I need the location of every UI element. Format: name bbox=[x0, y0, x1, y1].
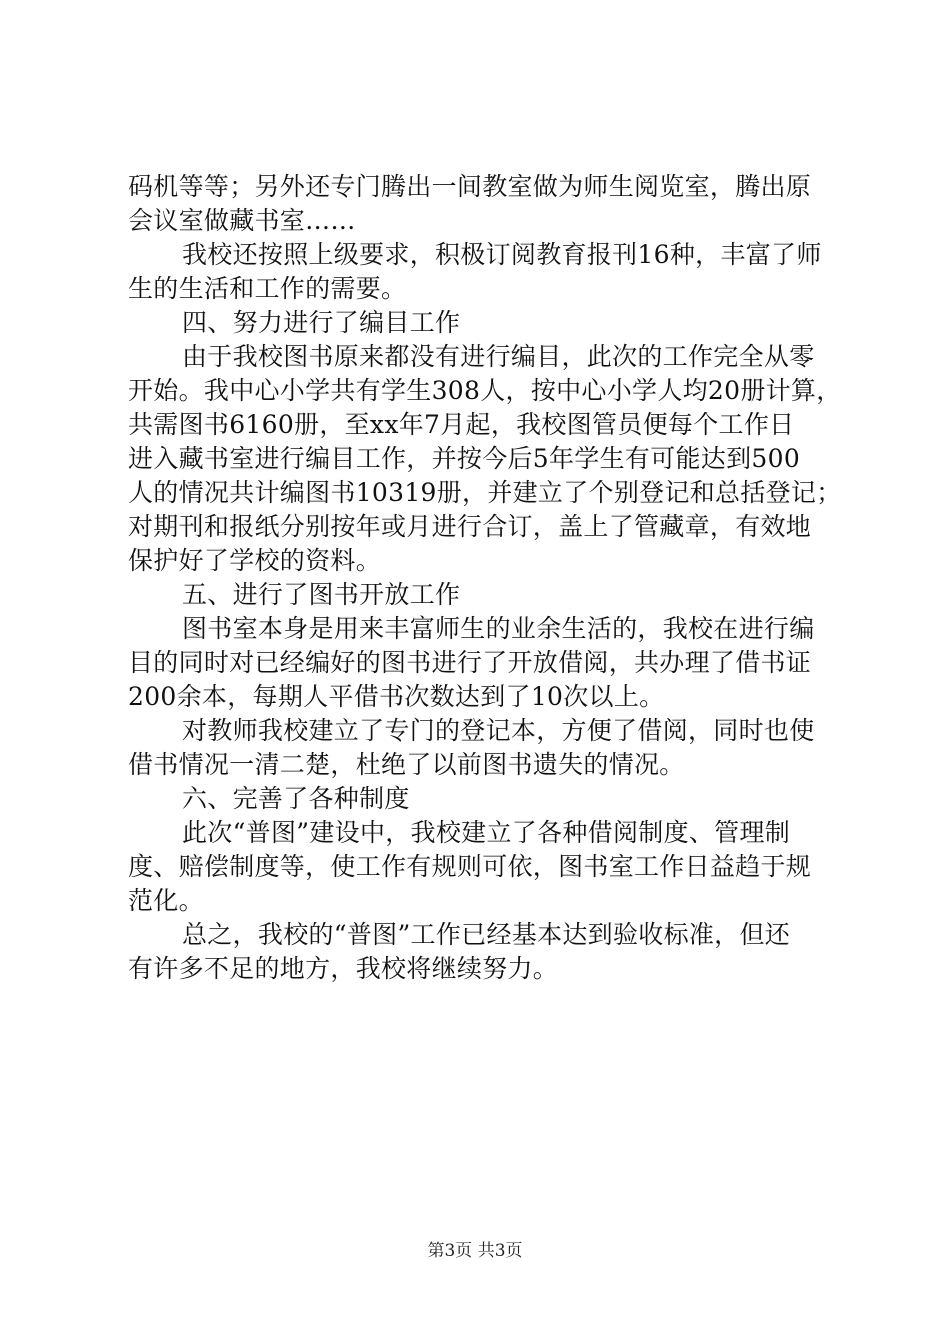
document-body bbox=[128, 170, 842, 986]
text-line: 借书情况一清二楚，杜绝了以前图书遗失的情况。 bbox=[128, 750, 685, 779]
text-line: 保护好了学校的资料。 bbox=[128, 546, 382, 575]
text-line: 五、进行了图书开放工作 bbox=[182, 580, 461, 609]
text-line: 共需图书6160册，至xx年7月起，我校图管员便每个工作日 bbox=[128, 410, 795, 439]
text-line: 有许多不足的地方，我校将继续努力。 bbox=[128, 954, 559, 983]
text-line: 四、努力进行了编目工作 bbox=[182, 308, 461, 337]
text-line: 范化。 bbox=[128, 886, 204, 915]
text-line: 开始。我中心小学共有学生308人，按中心小学人均20册计算， bbox=[128, 376, 842, 405]
text-line: 200余本，每期人平借书次数达到了10次以上。 bbox=[128, 682, 665, 711]
text-line: 六、完善了各种制度 bbox=[182, 784, 410, 813]
text-line: 码机等等；另外还专门腾出一间教室做为师生阅览室，腾出原 bbox=[128, 172, 812, 201]
text-line: 生的生活和工作的需要。 bbox=[128, 274, 407, 303]
text-line: 我校还按照上级要求，积极订阅教育报刊16种，丰富了师 bbox=[182, 240, 822, 269]
text-line: 此次“普图”建设中，我校建立了各种借阅制度、管理制 bbox=[182, 818, 791, 847]
page-footer: 第3页 共3页 bbox=[427, 1241, 523, 1261]
text-line: 由于我校图书原来都没有进行编目，此次的工作完全从零 bbox=[182, 342, 815, 371]
text-line: 度、赔偿制度等，使工作有规则可依，图书室工作日益趋于规 bbox=[128, 852, 812, 881]
text-line: 图书室本身是用来丰富师生的业余生活的，我校在进行编 bbox=[182, 614, 815, 643]
text-line: 人的情况共计编图书10319册，并建立了个别登记和总括登记； bbox=[128, 478, 842, 507]
text-line: 对教师我校建立了专门的登记本，方便了借阅，同时也使 bbox=[182, 716, 815, 745]
text-line: 会议室做藏书室…… bbox=[128, 206, 356, 235]
text-line: 总之，我校的“普图”工作已经基本达到验收标准，但还 bbox=[182, 920, 791, 949]
text-line: 进入藏书室进行编目工作，并按今后5年学生有可能达到500 bbox=[128, 444, 801, 473]
text-line: 目的同时对已经编好的图书进行了开放借阅，共办理了借书证 bbox=[128, 648, 812, 677]
text-line: 对期刊和报纸分别按年或月进行合订，盖上了管藏章，有效地 bbox=[128, 512, 812, 541]
